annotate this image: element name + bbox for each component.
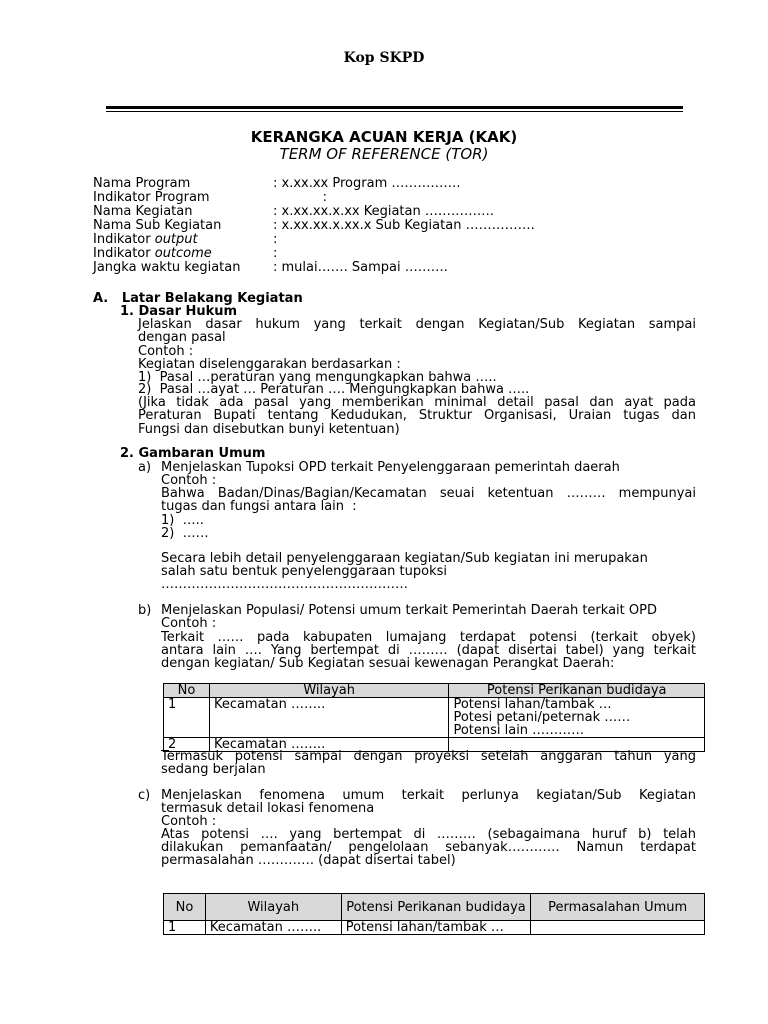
info-label: Nama Kegiatan: [93, 204, 193, 219]
table-header-no: No: [164, 684, 210, 698]
table-header-wilayah: Wilayah: [205, 894, 341, 921]
table-header-potensi: Potensi Perikanan budidaya: [341, 894, 531, 921]
table-cell-no: 2: [164, 738, 210, 752]
info-row: [93, 233, 713, 247]
item-b-line: dengan kegiatan/ Sub Kegiatan sesuai kewenagan Perangkat Daerah:: [161, 656, 615, 671]
table-cell-potensi: Potensi lahan/tambak …: [341, 921, 531, 935]
section-a-heading: A. Latar Belakang Kegiatan: [93, 291, 303, 306]
item-b-marker: b): [138, 603, 152, 618]
item-c-line: Contoh :: [161, 814, 217, 829]
program-info: [93, 177, 713, 275]
item-b-line: Terkait …… pada kabupaten lumajang terdapat potensi (terkait obyek): [161, 630, 696, 645]
table-row: [164, 921, 705, 935]
potensi-table: [163, 683, 705, 752]
item-a-line: Secara lebih detail penyelenggaraan kegiatan/Sub kegiatan ini merupakan: [161, 551, 648, 566]
item-c-line: dilakukan pemanfaatan/ pengelolaan sebanyak………… Namun terdapat: [161, 840, 696, 855]
item-b-after-line: Termasuk potensi sampai dengan proyeksi setelah anggaran tahun yang: [161, 749, 696, 764]
table-cell-no: 1: [164, 921, 206, 935]
dasar-hukum-line: 1) Pasal …peraturan yang mengungkapkan bahwa …..: [138, 370, 497, 385]
item-a-line: …………………………………………………: [161, 577, 408, 592]
table-header-no: No: [164, 894, 206, 921]
header-rule-thin: [106, 111, 683, 112]
info-row: [93, 219, 713, 233]
item-a-line: tugas dan fungsi antara lain :: [161, 499, 357, 514]
table-row: [164, 698, 705, 738]
dasar-hukum-line: Kegiatan diselenggarakan berdasarkan :: [138, 357, 401, 372]
potensi-item: Potensi lahan/tambak …: [453, 697, 612, 712]
item-a-line: 1) …..: [161, 513, 204, 528]
item-b-line: antara lain …. Yang bertempat di ……… (dapat disertai tabel) yang terkait: [161, 643, 696, 658]
table-cell-wilayah: Kecamatan ……..: [205, 921, 341, 935]
info-row: [93, 261, 713, 275]
info-row: [93, 247, 713, 261]
item-c-line: Menjelaskan fenomena umum terkait perlunya kegiatan/Sub Kegiatan: [161, 788, 696, 803]
item-c-line: permasalahan …………. (dapat disertai tabel): [161, 853, 456, 868]
table-header-permasalahan: Permasalahan Umum: [531, 894, 705, 921]
kop-skpd: Kop SKPD: [343, 50, 425, 66]
permasalahan-table: [163, 893, 705, 935]
document-title: KERANGKA ACUAN KERJA (KAK): [250, 128, 518, 146]
item-a-line: Bahwa Badan/Dinas/Bagian/Kecamatan seuai ketentuan ……… mempunyai: [161, 486, 696, 501]
table-cell-potensi: [449, 698, 705, 738]
info-label: Nama Program: [93, 176, 191, 191]
info-value: :: [273, 232, 278, 247]
info-label: Jangka waktu kegiatan: [93, 260, 241, 275]
dasar-hukum-line: Jelaskan dasar hukum yang terkait dengan Kegiatan/Sub Kegiatan sampai: [138, 317, 696, 332]
info-value: : x.xx.xx.x.xx.x Sub Kegiatan …………….: [273, 218, 535, 233]
info-value: : mulai……. Sampai ……….: [273, 260, 448, 275]
table-cell-wilayah: Kecamatan ……..: [209, 698, 449, 738]
item-a-marker: a): [138, 460, 152, 475]
info-label: Indikator Program: [93, 190, 210, 205]
item-c-line: termasuk detail lokasi fenomena: [161, 801, 375, 816]
document-subtitle: TERM OF REFERENCE (TOR): [279, 145, 489, 163]
info-label-italic: outcome: [154, 246, 212, 261]
info-value: : x.xx.xx Program …………….: [273, 176, 461, 191]
item-b-line: Contoh :: [161, 616, 217, 631]
info-label: [93, 233, 198, 247]
potensi-item: Potensi lain …………: [453, 723, 585, 738]
table-header-row: [164, 684, 705, 698]
info-label-text: Indikator: [93, 246, 155, 261]
info-row: [93, 177, 713, 191]
table-header-potensi: Potensi Perikanan budidaya: [449, 684, 705, 698]
info-value: :: [273, 246, 278, 261]
table-header-wilayah: Wilayah: [209, 684, 449, 698]
info-row: [93, 191, 713, 205]
item-a-line: 2) ……: [161, 526, 209, 541]
item-c-line: Atas potensi …. yang bertempat di ……… (sebagaimana huruf b) telah: [161, 827, 696, 842]
info-value: :: [273, 190, 327, 205]
gambaran-umum-heading: 2. Gambaran Umum: [120, 446, 266, 461]
dasar-hukum-line: Contoh :: [138, 344, 194, 359]
potensi-item: Potesi petani/peternak ……: [453, 710, 631, 725]
item-a-line: Contoh :: [161, 473, 217, 488]
dasar-hukum-line: Fungsi dan disebutkan bunyi ketentuan): [138, 422, 400, 437]
table-cell-permasalahan: [531, 921, 705, 935]
info-label-italic: output: [154, 232, 198, 247]
info-label-text: Indikator: [93, 232, 155, 247]
dasar-hukum-line: (Jika tidak ada pasal yang memberikan minimal detail pasal dan ayat pada: [138, 395, 696, 410]
info-value: : x.xx.xx.x.xx Kegiatan …………….: [273, 204, 494, 219]
dasar-hukum-line: 2) Pasal …ayat … Peraturan …. Mengungkapkan bahwa …..: [138, 382, 530, 397]
dasar-hukum-line: dengan pasal: [138, 330, 226, 345]
header-rule-thick: [106, 106, 683, 109]
item-b-line: Menjelaskan Populasi/ Potensi umum terkait Pemerintah Daerah terkait OPD: [161, 603, 657, 618]
dasar-hukum-heading: 1. Dasar Hukum: [120, 304, 238, 319]
item-b-after-line: sedang berjalan: [161, 762, 266, 777]
info-label: [93, 247, 212, 261]
info-label: Nama Sub Kegiatan: [93, 218, 222, 233]
table-header-row: [164, 894, 705, 921]
table-cell-no: 1: [164, 698, 210, 738]
item-a-line: Menjelaskan Tupoksi OPD terkait Penyelenggaraan pemerintah daerah: [161, 460, 620, 475]
info-row: [93, 205, 713, 219]
item-a-line: salah satu bentuk penyelenggaraan tupoksi: [161, 564, 447, 579]
dasar-hukum-line: Peraturan Bupati tentang Kedudukan, Struktur Organisasi, Uraian tugas dan: [138, 408, 696, 423]
item-c-marker: c): [138, 788, 151, 803]
table-cell-wilayah: Kecamatan ……..: [209, 738, 449, 752]
